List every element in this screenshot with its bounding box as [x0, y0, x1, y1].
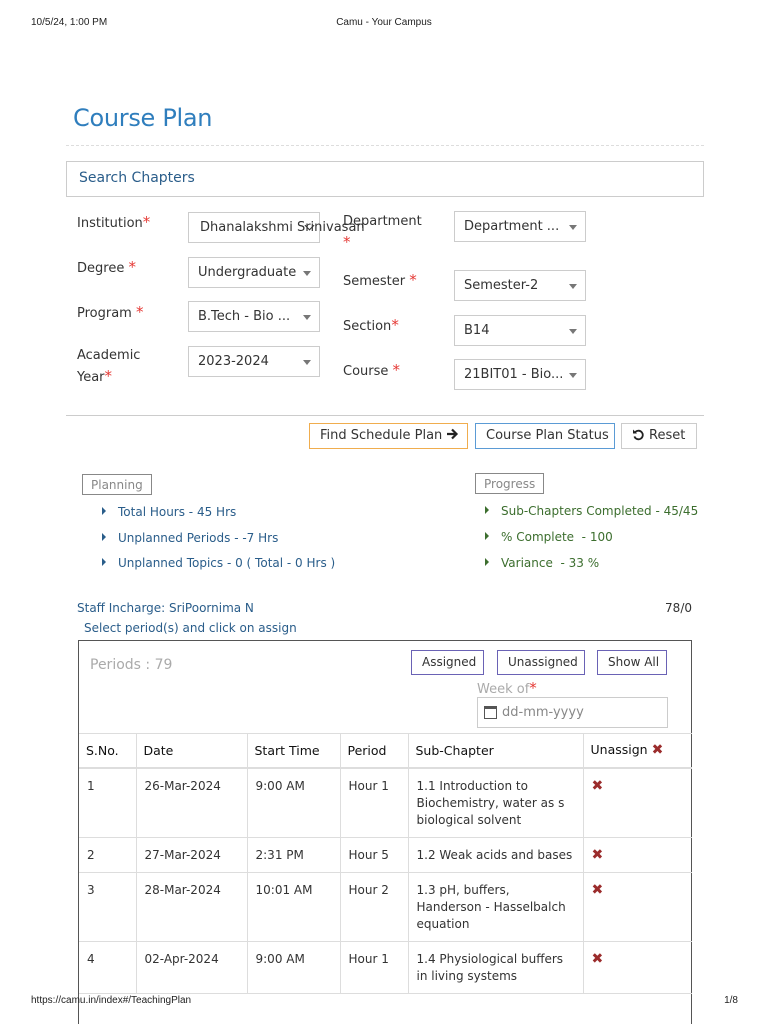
table-row[interactable]: [79, 941, 692, 993]
table-row[interactable]: [79, 837, 692, 872]
required-asterisk: *: [392, 361, 401, 379]
form-divider: [66, 415, 704, 416]
planning-unplanned-topics: Unplanned Topics - 0 ( Total - 0 Hrs ): [102, 556, 335, 570]
table-row[interactable]: [79, 872, 692, 941]
cell-unassign: [583, 872, 692, 941]
table-header-row: [79, 734, 692, 768]
x-icon[interactable]: ✖: [591, 846, 604, 863]
x-icon[interactable]: ✖: [591, 881, 604, 898]
cell-period: Hour 5: [340, 837, 408, 872]
semester-label: Semester *: [343, 271, 417, 289]
show-all-filter-button[interactable]: Show All: [597, 650, 667, 675]
print-url: https://camu.in/index#/TeachingPlan: [31, 995, 192, 1006]
cell-unassign: [583, 941, 692, 993]
cell-start-time: 9:00 AM: [247, 941, 340, 993]
col-start-time: Start Time: [247, 734, 340, 768]
search-chapters-panel[interactable]: [66, 161, 704, 197]
section-select[interactable]: B14: [454, 315, 586, 346]
required-asterisk: *: [409, 271, 417, 289]
cell-date: 26-Mar-2024: [136, 768, 247, 838]
col-unassign: Unassign ✖: [583, 734, 692, 768]
col-sno: S.No.: [79, 734, 136, 768]
progress-subchapters: Sub-Chapters Completed - 45/45: [485, 504, 698, 518]
undo-icon: [632, 428, 645, 441]
cell-date: 02-Apr-2024: [136, 941, 247, 993]
degree-label: Degree *: [77, 258, 136, 276]
institution-select[interactable]: Dhanalakshmi Srinivasan: [188, 212, 320, 243]
bullet-icon: [485, 506, 489, 514]
section-label: Section*: [343, 316, 399, 334]
col-date: Date: [136, 734, 247, 768]
x-icon[interactable]: ✖: [591, 950, 604, 967]
cell-period: Hour 1: [340, 941, 408, 993]
week-date-input[interactable]: dd-mm-yyyy: [477, 697, 668, 728]
x-icon[interactable]: ✖: [591, 777, 604, 794]
cell-start-time: 2:31 PM: [247, 837, 340, 872]
department-label: Department *: [343, 214, 422, 251]
title-divider: [66, 145, 704, 146]
department-select[interactable]: Department ...: [454, 211, 586, 242]
progress-complete: % Complete - 100: [485, 530, 613, 544]
find-schedule-plan-button[interactable]: Find Schedule Plan: [309, 423, 468, 449]
col-period: Period: [340, 734, 408, 768]
cell-sno: 1: [79, 768, 136, 838]
planning-tag: Planning: [82, 474, 152, 495]
periods-count: Periods : 79: [90, 657, 173, 673]
periods-table: [79, 733, 692, 994]
arrow-right-icon: [446, 428, 459, 440]
cell-period: Hour 1: [340, 768, 408, 838]
cell-start-time: 10:01 AM: [247, 872, 340, 941]
cell-date: 27-Mar-2024: [136, 837, 247, 872]
degree-select[interactable]: Undergraduate: [188, 257, 320, 288]
cell-sub-chapter: 1.4 Physiological buffers in living systems: [408, 941, 583, 993]
cell-unassign: [583, 768, 692, 838]
required-asterisk: *: [343, 233, 351, 251]
academic-year-select[interactable]: 2023-2024: [188, 346, 320, 377]
progress-tag: Progress: [475, 473, 544, 494]
cell-start-time: 9:00 AM: [247, 768, 340, 838]
col-sub-chapter: Sub-Chapter: [408, 734, 583, 768]
institution-label: Institution*: [77, 213, 151, 231]
bullet-icon: [485, 532, 489, 540]
course-label: Course *: [343, 361, 401, 379]
required-asterisk: *: [391, 316, 399, 334]
program-label: Program *: [77, 303, 144, 321]
staff-incharge: Staff Incharge: SriPoornima N: [77, 601, 254, 615]
cell-sno: 3: [79, 872, 136, 941]
semester-select[interactable]: Semester-2: [454, 270, 586, 301]
cell-sub-chapter: 1.3 pH, buffers, Handerson - Hasselbalch equation: [408, 872, 583, 941]
x-icon: ✖: [651, 742, 664, 759]
program-select[interactable]: B.Tech - Bio ...: [188, 301, 320, 332]
caret-down-icon: [569, 225, 577, 230]
page-title: Course Plan: [73, 104, 213, 132]
planning-unplanned-periods: Unplanned Periods - -7 Hrs: [102, 531, 278, 545]
course-select[interactable]: 21BIT01 - Bio...: [454, 359, 586, 390]
caret-down-icon: [569, 373, 577, 378]
required-asterisk: *: [128, 258, 136, 276]
unassigned-filter-button[interactable]: Unassigned: [497, 650, 585, 675]
calendar-icon: [484, 706, 497, 719]
cell-sno: 2: [79, 837, 136, 872]
required-asterisk: *: [104, 367, 113, 385]
cell-sub-chapter: 1.2 Weak acids and bases: [408, 837, 583, 872]
planning-total-hours: Total Hours - 45 Hrs: [102, 505, 236, 519]
cell-unassign: [583, 837, 692, 872]
print-page-title: Camu - Your Campus: [336, 17, 432, 28]
print-datetime: 10/5/24, 1:00 PM: [31, 17, 108, 28]
required-asterisk: *: [529, 679, 537, 697]
cell-date: 28-Mar-2024: [136, 872, 247, 941]
assign-hint: Select period(s) and click on assign: [84, 621, 297, 635]
cell-sno: 4: [79, 941, 136, 993]
period-count: 78/0: [665, 601, 692, 615]
progress-variance: Variance - 33 %: [485, 556, 599, 570]
assigned-filter-button[interactable]: Assigned: [411, 650, 484, 675]
cell-period: Hour 2: [340, 872, 408, 941]
required-asterisk: *: [142, 213, 151, 231]
search-chapters-heading: Search Chapters: [79, 170, 195, 186]
caret-down-icon: [303, 271, 311, 276]
reset-button[interactable]: Reset: [621, 423, 697, 449]
course-plan-status-button[interactable]: Course Plan Status: [475, 423, 615, 449]
required-asterisk: *: [136, 303, 144, 321]
bullet-icon: [485, 558, 489, 566]
bullet-icon: [102, 558, 106, 566]
cell-sub-chapter: 1.1 Introduction to Biochemistry, water as s biological solvent: [408, 768, 583, 838]
academic-year-label: Academic Year*: [77, 348, 141, 385]
week-of-label: Week of*: [477, 679, 537, 697]
caret-down-icon: [303, 315, 311, 320]
caret-down-icon: [569, 284, 577, 289]
print-page-number: 1/8: [724, 995, 738, 1006]
bullet-icon: [102, 507, 106, 515]
table-row[interactable]: [79, 768, 692, 838]
bullet-icon: [102, 533, 106, 541]
periods-panel: [78, 640, 692, 1024]
caret-down-icon: [303, 360, 311, 365]
caret-down-icon: [569, 329, 577, 334]
